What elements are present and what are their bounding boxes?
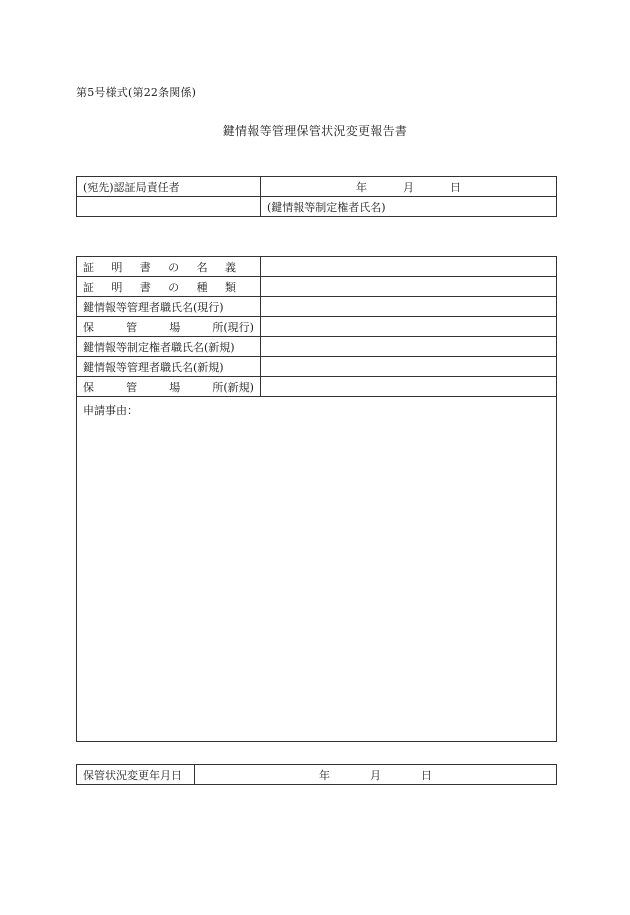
date-year-label: 年	[356, 180, 367, 194]
form-number: 第5号様式(第22条関係)	[76, 86, 197, 99]
addressee-table	[76, 176, 557, 217]
addressee-label: (宛先)認証局責任者	[77, 177, 261, 197]
row-label-certificate-holder: 証 明 書 の 名 義	[77, 257, 261, 277]
change-date-field[interactable]	[195, 765, 557, 785]
new-key-manager-input[interactable]	[261, 357, 557, 377]
table-row	[77, 337, 557, 357]
date-month-label: 月	[403, 180, 414, 194]
row-label-new-key-manager: 鍵情報等管理者職氏名(新規)	[77, 357, 261, 377]
certificate-holder-input[interactable]	[261, 257, 557, 277]
new-key-authority-input[interactable]	[261, 337, 557, 357]
reason-label: 申請事由：	[83, 404, 138, 417]
details-table	[76, 256, 557, 742]
signer-name-field[interactable]: (鍵情報等制定権者氏名)	[261, 197, 557, 217]
addressee-blank-cell	[77, 197, 261, 217]
form-title: 鍵情報等管理保管状況変更報告書	[222, 124, 408, 138]
row-label-new-storage-location: 保 管 場 所(新規)	[77, 377, 261, 397]
table-row	[77, 357, 557, 377]
table-row	[77, 297, 557, 317]
current-storage-location-input[interactable]	[261, 317, 557, 337]
change-date-month-label: 月	[370, 768, 381, 782]
change-date-label: 保管状況変更年月日	[77, 765, 195, 785]
report-date[interactable]	[261, 177, 557, 197]
table-row	[77, 257, 557, 277]
change-date-year-label: 年	[319, 768, 330, 782]
new-storage-location-input[interactable]	[261, 377, 557, 397]
date-day-label: 日	[450, 180, 461, 194]
change-date-table	[76, 764, 557, 785]
current-key-manager-input[interactable]	[261, 297, 557, 317]
table-row	[77, 277, 557, 297]
table-row	[77, 377, 557, 397]
change-date-day-label: 日	[421, 768, 432, 782]
row-label-current-key-manager: 鍵情報等管理者職氏名(現行)	[77, 297, 261, 317]
row-label-certificate-type: 証 明 書 の 種 類	[77, 277, 261, 297]
row-label-new-key-authority: 鍵情報等制定権者職氏名(新規)	[77, 337, 261, 357]
certificate-type-input[interactable]	[261, 277, 557, 297]
row-label-current-storage-location: 保 管 場 所(現行)	[77, 317, 261, 337]
table-row	[77, 317, 557, 337]
reason-field[interactable]	[77, 397, 557, 742]
